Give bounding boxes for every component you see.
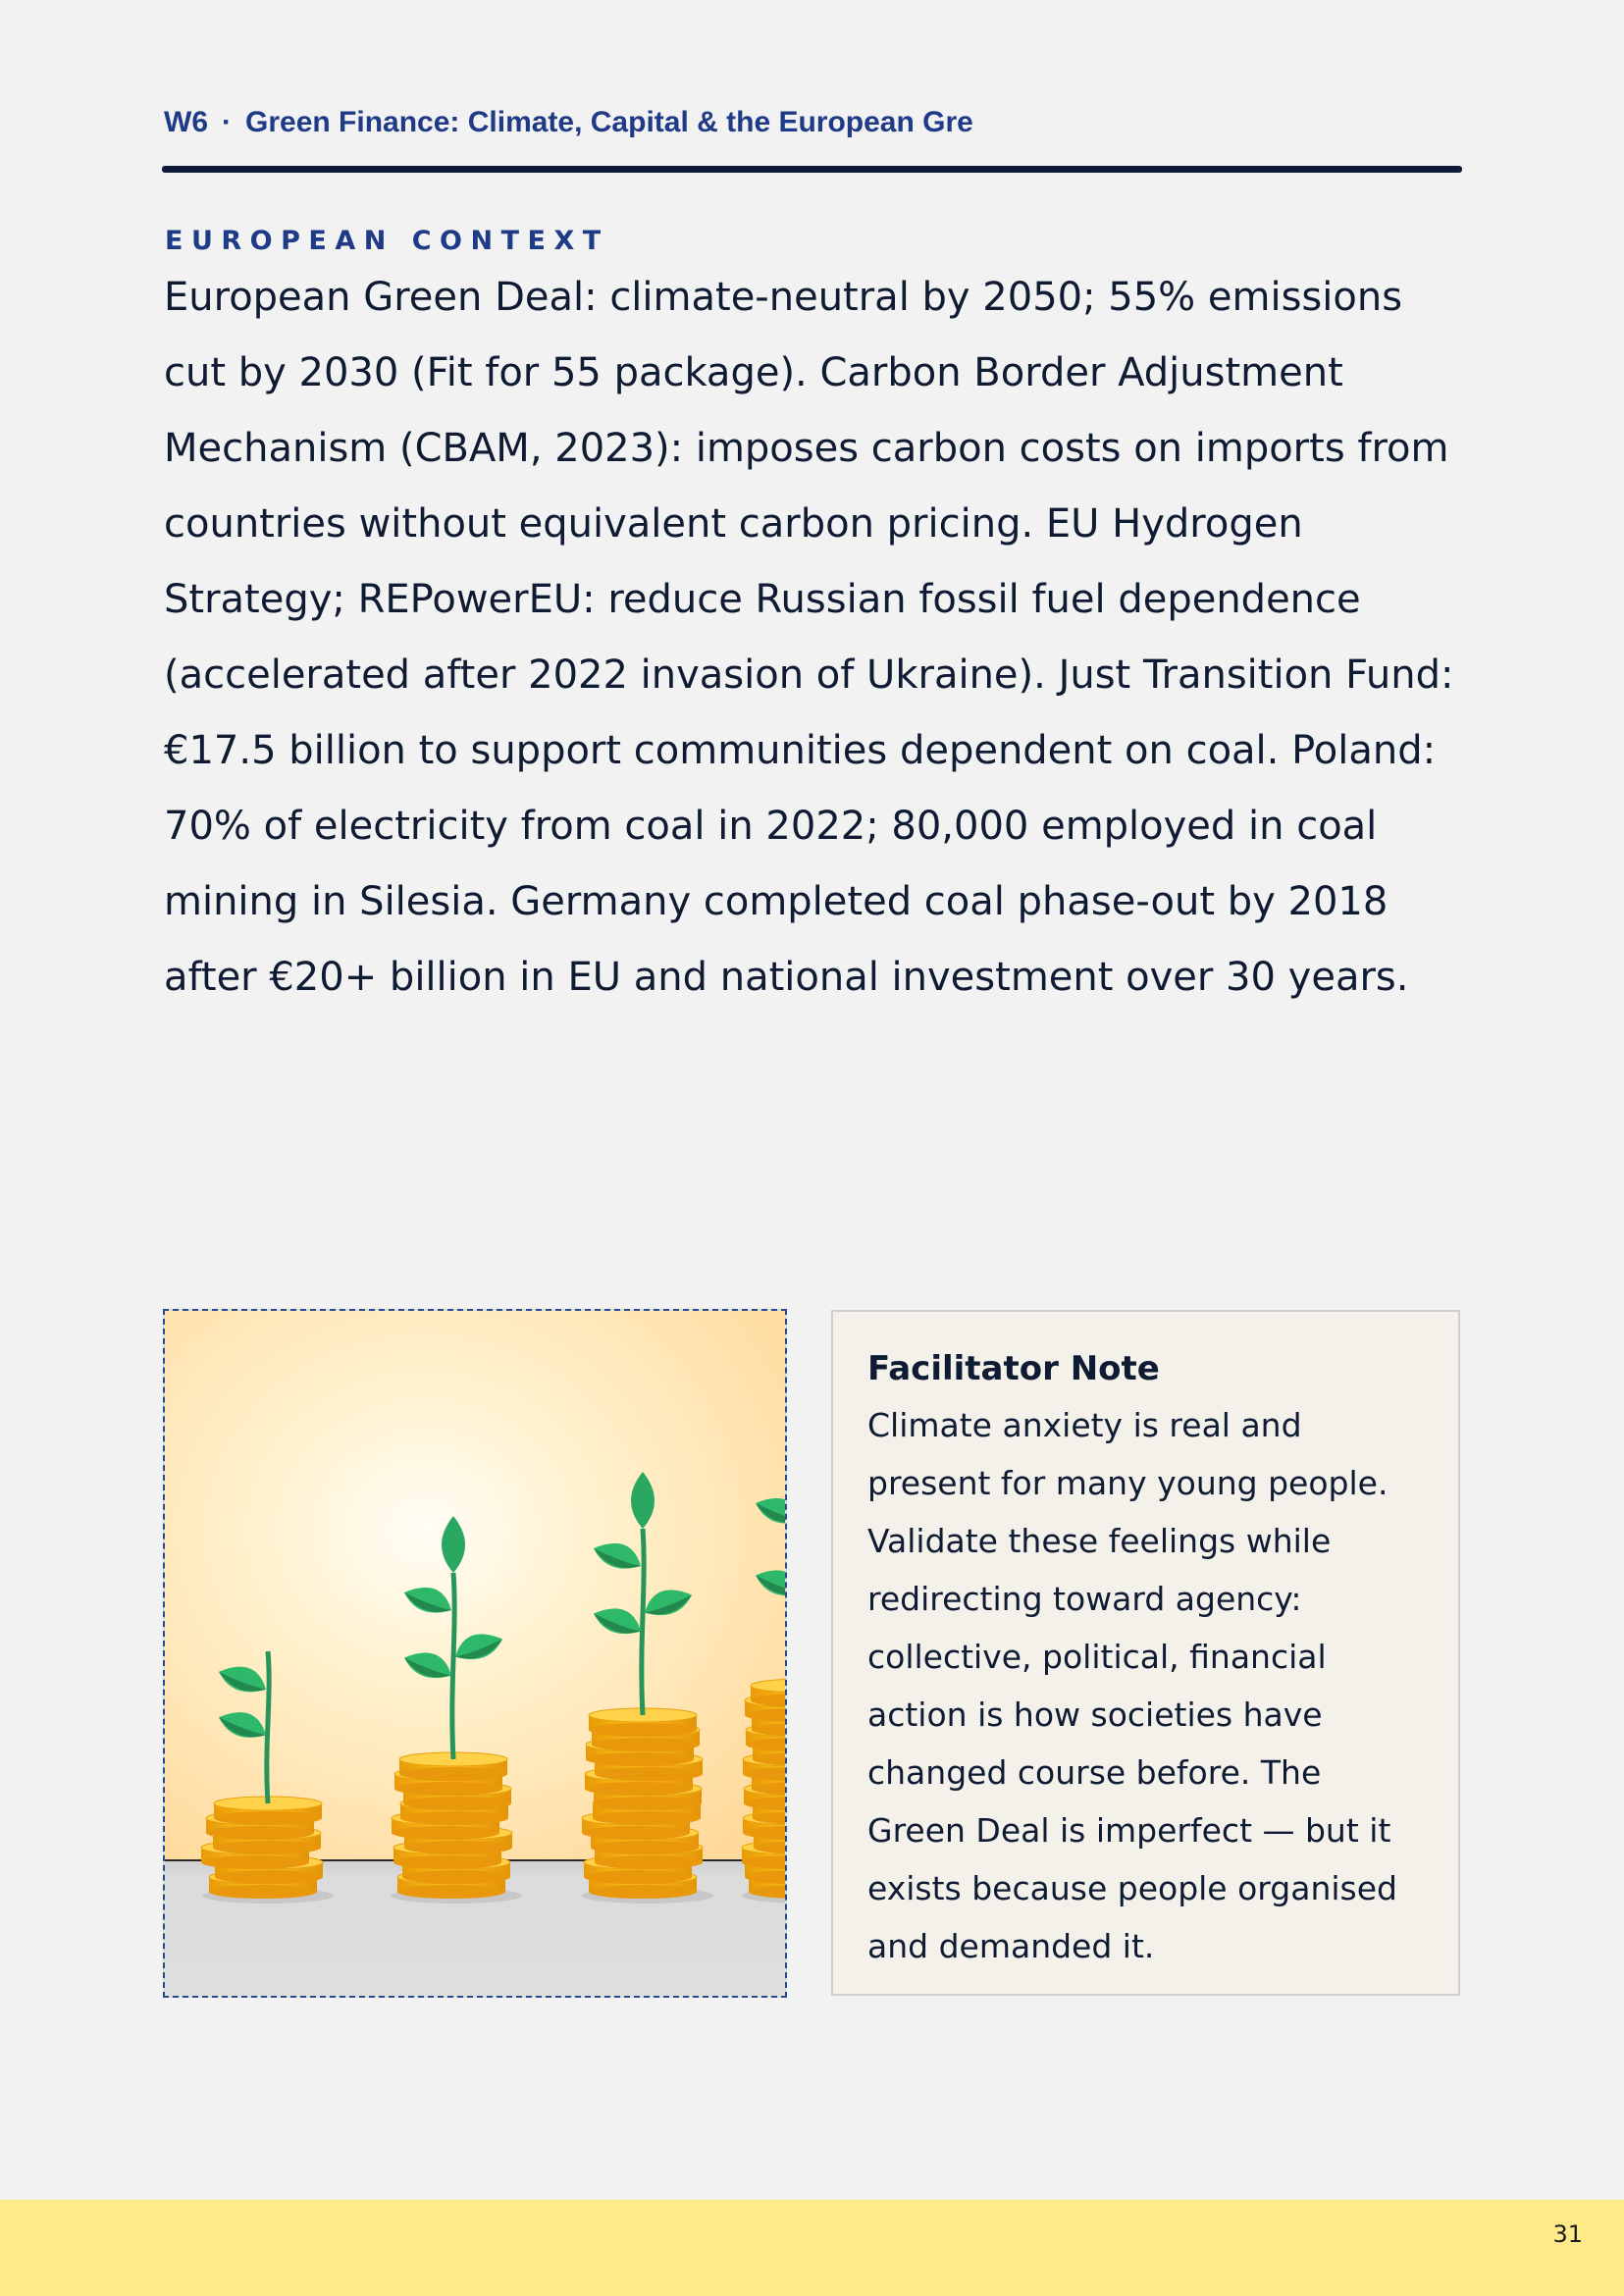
coin-edge xyxy=(209,1885,317,1899)
coin-edge xyxy=(397,1885,505,1899)
coin-edge xyxy=(392,1826,499,1840)
coin-edge xyxy=(593,1811,701,1825)
coin-sprouts-illustration xyxy=(163,1309,787,1998)
coin-edge xyxy=(586,1752,694,1766)
coin-edge xyxy=(213,1841,321,1854)
coin-edge xyxy=(403,1797,511,1810)
coin-edge xyxy=(585,1782,693,1796)
coin-edge xyxy=(595,1767,703,1781)
sprout-stem xyxy=(642,1529,644,1715)
coin-edge xyxy=(402,1870,510,1884)
running-header xyxy=(164,106,1462,151)
coin-edge xyxy=(215,1870,323,1884)
coin-edge xyxy=(592,1738,700,1751)
section-body: European Green Deal: climate-neutral by 2050; 55% emissions cut by 2030 (Fit for 55 package). Carbon Border Adjustment Mechanism (CBAM, 2023): imposes carbon costs on imports from countries without equivalent carbon pricing. EU Hydrogen Strategy; REPowerEU: reduce Russian fossil fuel dependence (accelerated after 2022 invasion of Ukraine). Just Transition Fund: €17.5 billion to support communities dependent on coal. Poland: 70% of electricity from coal in 2022; 80,000 employed in coal mining in Silesia. Germany completed coal phase-out by 2018 after €20+ billion in EU and national investment over 30 years. xyxy=(164,275,1454,1000)
coin-edge xyxy=(404,1841,512,1854)
coin-edge xyxy=(400,1811,508,1825)
facilitator-note xyxy=(831,1310,1460,1996)
coin-edge xyxy=(589,1885,697,1899)
coin-edge xyxy=(584,1870,692,1884)
sprout-stem xyxy=(452,1573,454,1759)
coin-edge xyxy=(582,1826,690,1840)
sprout-stem xyxy=(267,1651,269,1803)
note-text: Climate anxiety is real and present for many young people. Validate these feelings while redirecting toward agency: collective, political, financial action is how societies have changed course before. The Green Deal is imperfect — but it exists because people organised and demanded it. xyxy=(867,1406,1397,1965)
footer-band xyxy=(0,2200,1624,2296)
coin-edge xyxy=(589,1723,697,1737)
coin-edge xyxy=(399,1767,507,1781)
coin-edge xyxy=(201,1855,309,1869)
header-separator: · xyxy=(222,106,232,138)
illustration-svg xyxy=(165,1311,785,1996)
coin-edge xyxy=(214,1811,322,1825)
course-title: Green Finance: Climate, Capital & the European Gre xyxy=(245,106,973,138)
coin-edge xyxy=(594,1797,702,1810)
coin-edge xyxy=(394,1782,502,1796)
coin-edge xyxy=(591,1841,699,1854)
week-code: W6 xyxy=(164,106,208,138)
page-number: 31 xyxy=(1552,2220,1583,2248)
coin-edge xyxy=(393,1855,501,1869)
coin-edge xyxy=(595,1855,703,1869)
section-eyebrow: EUROPEAN CONTEXT xyxy=(165,226,609,256)
header-rule xyxy=(162,166,1462,173)
note-title: Facilitator Note xyxy=(867,1349,1160,1388)
coin-edge xyxy=(206,1826,314,1840)
